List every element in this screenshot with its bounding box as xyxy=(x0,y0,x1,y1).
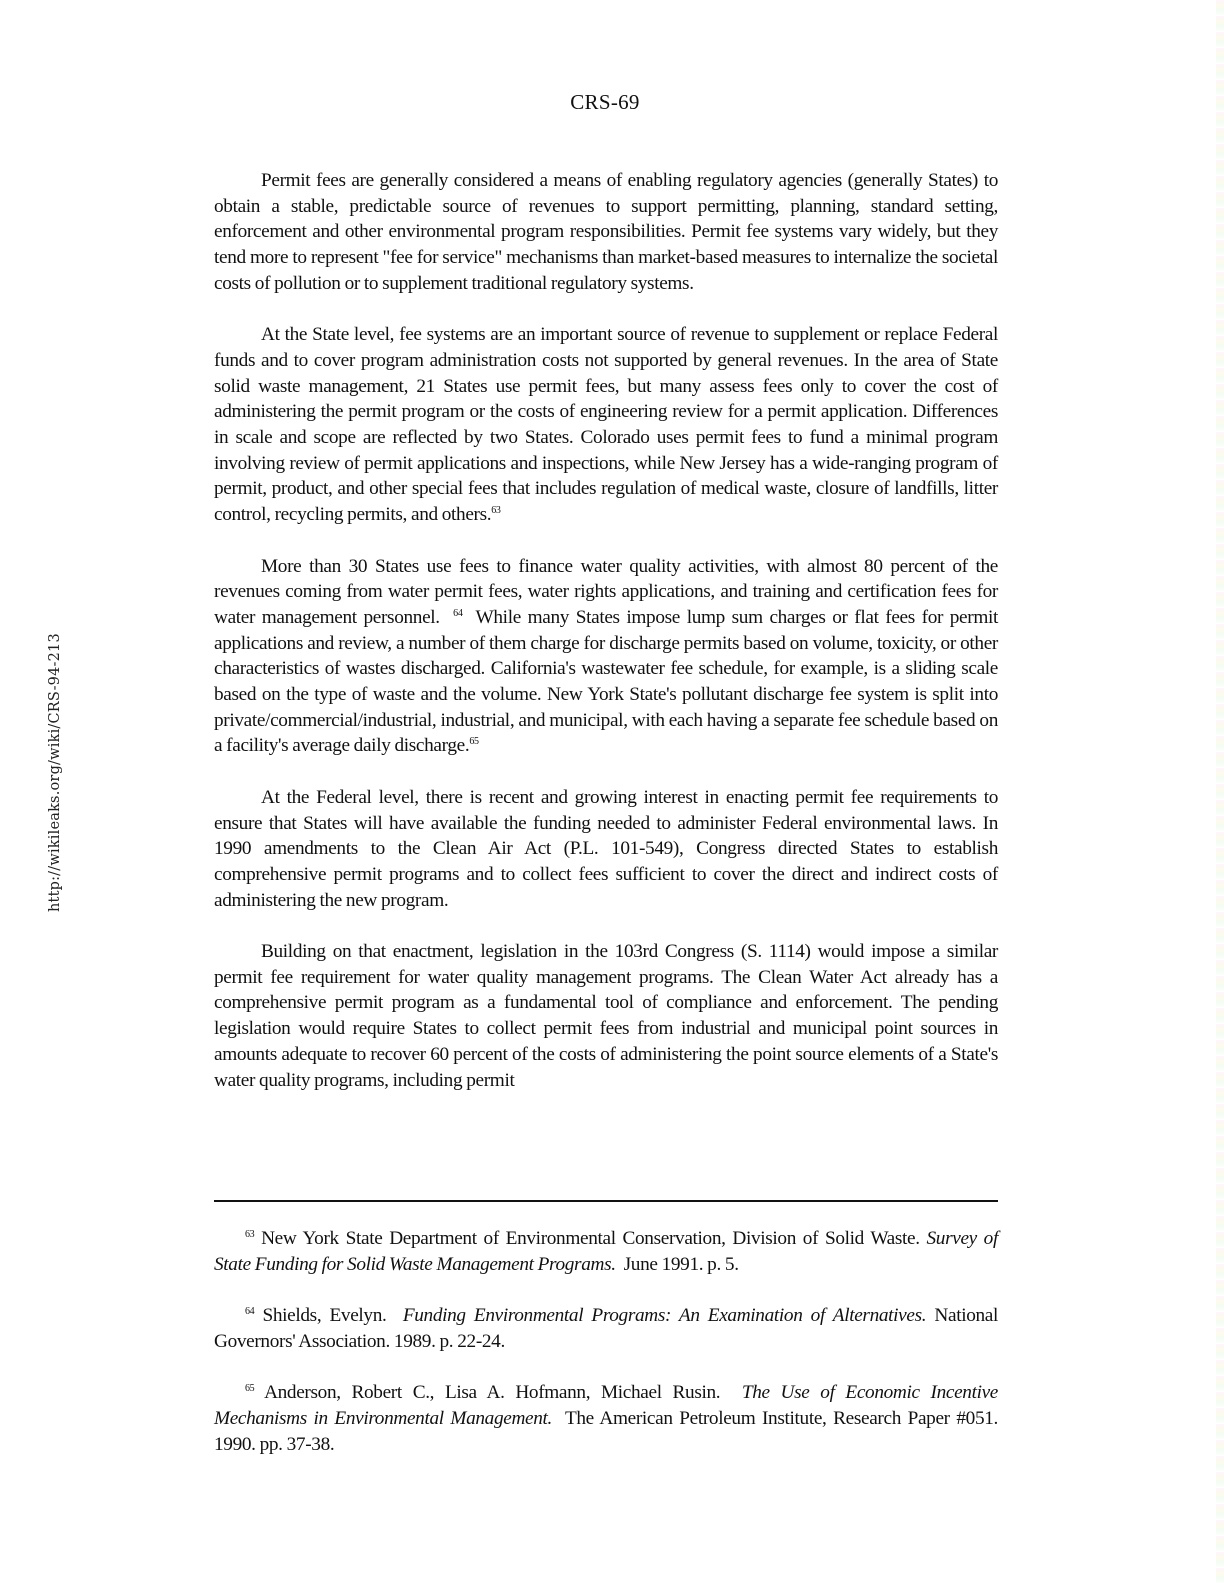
footnote-tail: June 1991. p. 5. xyxy=(623,1253,739,1275)
footnote-title: The Use of Economic Incentive Mechanisms in Environmental Management. xyxy=(214,1382,999,1429)
footnote-64 xyxy=(214,1303,998,1354)
side-margin-url: http://wikileaks.org/wiki/CRS-94-213 xyxy=(47,633,63,912)
page-number-header: CRS-69 xyxy=(570,90,640,114)
footnote-separator xyxy=(214,1200,998,1202)
footnote-reference[interactable]: 64 xyxy=(453,607,463,619)
paragraph-103rd-congress xyxy=(214,939,998,1093)
footnote-tail: The American Petroleum Institute, Research Paper #051. 1990. pp. 37-38. xyxy=(214,1407,999,1455)
footnote-number: 65 xyxy=(245,1383,255,1395)
footnote-reference[interactable]: 63 xyxy=(491,505,501,517)
footnote-number: 64 xyxy=(245,1306,255,1318)
paragraph-text: While many States impose lump sum charges or flat fees for permit applications and review, a number of them charge for discharge permits based on volume, toxicity, or other characteristics of wastes discharged. California's wastewater fee schedule, for example, is a sliding scale based on the type of waste and the volume. New York State's pollutant discharge fee system is split into private/commercial/industrial, industrial, and municipal, with each having a separate fee schedule based on a facility's average daily discharge. xyxy=(214,606,998,757)
paragraph-text: At the State level, fee systems are an important source of revenue to supplement or replace Federal funds and to cover program administration costs not supported by general revenues. In the area of State solid waste management, 21 States use permit fees, but many assess fees only to cover the cost of administering the permit program or the costs of engineering review for a permit application. Differences in scale and scope are reflected by two States. Colorado uses permit fees to fund a minimal program involving review of permit applications and inspections, while New Jersey has a wide-ranging program of permit, product, and other special fees that includes regulation of medical waste, closure of landfills, litter control, recycling permits, and others. xyxy=(214,324,998,526)
paragraph-text: At the Federal level, there is recent and growing interest in enacting permit fee requirements to ensure that States will have available the funding needed to administer Federal environmental laws. In 1990 amendments to the Clean Air Act (P.L. 101-549), Congress directed States to establish comprehensive permit programs and to collect fees sufficient to cover the direct and indirect costs of administering the new program. xyxy=(214,786,998,911)
footnote-tail: National Governors' Association. 1989. p. 22-24. xyxy=(214,1305,998,1352)
footnotes-section xyxy=(214,1226,998,1483)
footnote-lead: Anderson, Robert C., Lisa A. Hofmann, Michael Rusin. xyxy=(264,1382,721,1404)
scan-edge-artifact xyxy=(1216,0,1224,1584)
footnote-65 xyxy=(214,1380,998,1457)
footnote-title: Funding Environmental Programs: An Examination of Alternatives. xyxy=(402,1305,927,1327)
paragraph-text: Permit fees are generally considered a means of enabling regulatory agencies (generally States) to obtain a stable, predictable source of revenues to support permitting, planning, standard setting, enforcement and other environmental program responsibilities. Permit fee systems vary widely, but they tend more to represent "fee for service" mechanisms than market-based measures to internalize the societal costs of pollution or to supplement traditional regulatory systems. xyxy=(214,170,998,294)
paragraph-federal-level xyxy=(214,785,998,914)
footnote-reference[interactable]: 65 xyxy=(469,736,479,748)
paragraph-water-quality xyxy=(214,554,998,760)
footnote-lead: Shields, Evelyn. xyxy=(262,1305,387,1327)
paragraph-permit-fees-overview xyxy=(214,168,998,297)
footnote-63 xyxy=(214,1226,998,1277)
document-body xyxy=(214,168,998,1119)
footnote-title: Survey of State Funding for Solid Waste Management Programs. xyxy=(214,1228,998,1275)
paragraph-state-level xyxy=(214,322,998,528)
footnote-number: 63 xyxy=(245,1229,255,1240)
paragraph-text: Building on that enactment, legislation in the 103rd Congress (S. 1114) would impose a similar permit fee requirement for water quality management programs. The Clean Water Act already has a comprehensive permit program as a fundamental tool of compliance and enforcement. The pending legislation would require States to collect permit fees from industrial and municipal point sources in amounts adequate to recover 60 percent of the costs of administering the point source elements of a State's water quality programs, including permit xyxy=(214,941,998,1091)
paragraph-text: More than 30 States use fees to finance water quality activities, with almost 80 percent of the revenues coming from water permit fees, water rights applications, and training and certification fees for water management personnel. xyxy=(214,555,998,628)
footnote-lead: New York State Department of Environmental Conservation, Division of Solid Waste. xyxy=(261,1228,920,1249)
